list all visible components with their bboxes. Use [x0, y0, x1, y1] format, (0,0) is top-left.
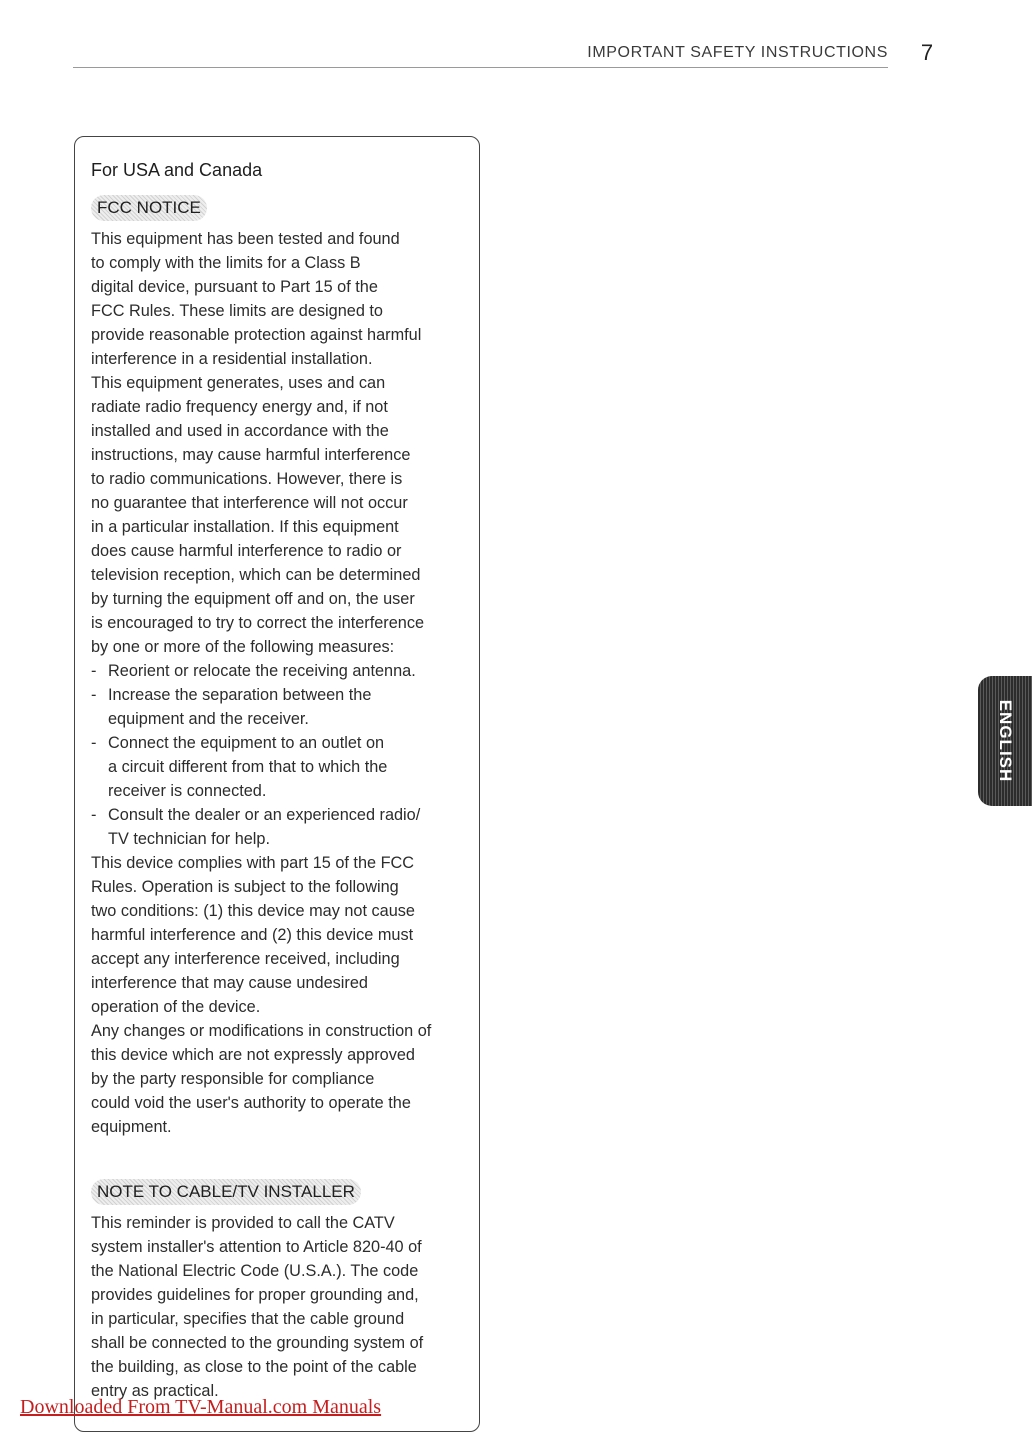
text-line: this device which are not expressly approved: [91, 1046, 415, 1064]
list-item-line: Connect the equipment to an outlet on: [108, 734, 385, 752]
text-line: does cause harmful interference to radio or: [91, 542, 402, 560]
text-line: provides guidelines for proper grounding and,: [91, 1286, 419, 1304]
text-line: accept any interference received, including: [91, 950, 400, 968]
text-line: television reception, which can be determined: [91, 566, 421, 584]
text-line: operation of the device.: [91, 998, 261, 1016]
text-line: installed and used in accordance with the: [91, 422, 389, 440]
installer-paragraph: [91, 1211, 475, 1403]
text-line: equipment.: [91, 1118, 172, 1136]
region-title: For USA and Canada: [91, 160, 263, 180]
bullet-dash: -: [91, 806, 97, 824]
language-tab: [978, 676, 1032, 806]
text-line: the building, as close to the point of the cable: [91, 1358, 417, 1376]
text-line: to radio communications. However, there is: [91, 470, 403, 488]
measures-list: [91, 659, 475, 851]
text-line: the National Electric Code (U.S.A.). The code: [91, 1262, 419, 1280]
list-item-line: equipment and the receiver.: [108, 710, 309, 728]
page-number: 7: [920, 40, 934, 65]
text-line: to comply with the limits for a Class B: [91, 254, 361, 272]
bullet-dash: -: [91, 686, 97, 704]
list-item: [91, 731, 475, 803]
text-line: by one or more of the following measures:: [91, 638, 395, 656]
text-line: shall be connected to the grounding system of: [91, 1334, 424, 1352]
fcc-paragraph: [91, 227, 475, 659]
language-tab-label: ENGLISH: [996, 699, 1015, 783]
text-line: could void the user's authority to operate the: [91, 1094, 411, 1112]
text-line: is encouraged to try to correct the interference: [91, 614, 425, 632]
text-line: This device complies with part 15 of the FCC: [91, 854, 415, 872]
notice-box-content: [91, 157, 475, 1403]
list-item: [91, 659, 475, 683]
notice-box: [74, 136, 480, 1432]
header-title: IMPORTANT SAFETY INSTRUCTIONS: [587, 44, 888, 61]
list-item-line: Increase the separation between the: [108, 686, 372, 704]
text-line: provide reasonable protection against harmful: [91, 326, 422, 344]
text-line: in a particular installation. If this equipment: [91, 518, 399, 536]
text-line: interference that may cause undesired: [91, 974, 368, 992]
text-line: interference in a residential installation.: [91, 350, 373, 368]
list-item: [91, 683, 475, 731]
text-line: digital device, pursuant to Part 15 of the: [91, 278, 378, 296]
text-line: no guarantee that interference will not occur: [91, 494, 408, 512]
list-item: [91, 803, 475, 851]
text-line: two conditions: (1) this device may not cause: [91, 902, 415, 920]
section-gap: [91, 1139, 475, 1179]
text-line: in particular, specifies that the cable ground: [91, 1310, 405, 1328]
text-line: system installer's attention to Article 820-40 of: [91, 1238, 422, 1256]
text-line: harmful interference and (2) this device must: [91, 926, 414, 944]
installer-note-heading: NOTE TO CABLE/TV INSTALLER: [91, 1179, 361, 1205]
text-line: by turning the equipment off and on, the user: [91, 590, 415, 608]
list-item-line: Reorient or relocate the receiving antenna.: [108, 662, 416, 680]
text-line: Any changes or modifications in construction of: [91, 1022, 432, 1040]
text-line: Rules. Operation is subject to the following: [91, 878, 399, 896]
list-item-line: TV technician for help.: [108, 830, 270, 848]
text-line: This reminder is provided to call the CATV: [91, 1214, 395, 1232]
text-line: instructions, may cause harmful interference: [91, 446, 411, 464]
text-line: This equipment generates, uses and can: [91, 374, 386, 392]
text-line: FCC Rules. These limits are designed to: [91, 302, 383, 320]
header-rule: [73, 67, 888, 68]
text-line: entry as practical.: [91, 1382, 219, 1400]
fcc-notice-heading: FCC NOTICE: [91, 195, 207, 221]
bullet-dash: -: [91, 734, 97, 752]
download-watermark-link[interactable]: Downloaded From TV-Manual.com Manuals: [20, 1396, 382, 1418]
list-item-line: Consult the dealer or an experienced radio/: [108, 806, 421, 824]
list-item-line: receiver is connected.: [108, 782, 267, 800]
text-line: This equipment has been tested and found: [91, 230, 400, 248]
compliance-paragraph: [91, 851, 475, 1139]
bullet-dash: -: [91, 662, 97, 680]
text-line: by the party responsible for compliance: [91, 1070, 375, 1088]
list-item-line: a circuit different from that to which the: [108, 758, 388, 776]
text-line: radiate radio frequency energy and, if not: [91, 398, 388, 416]
